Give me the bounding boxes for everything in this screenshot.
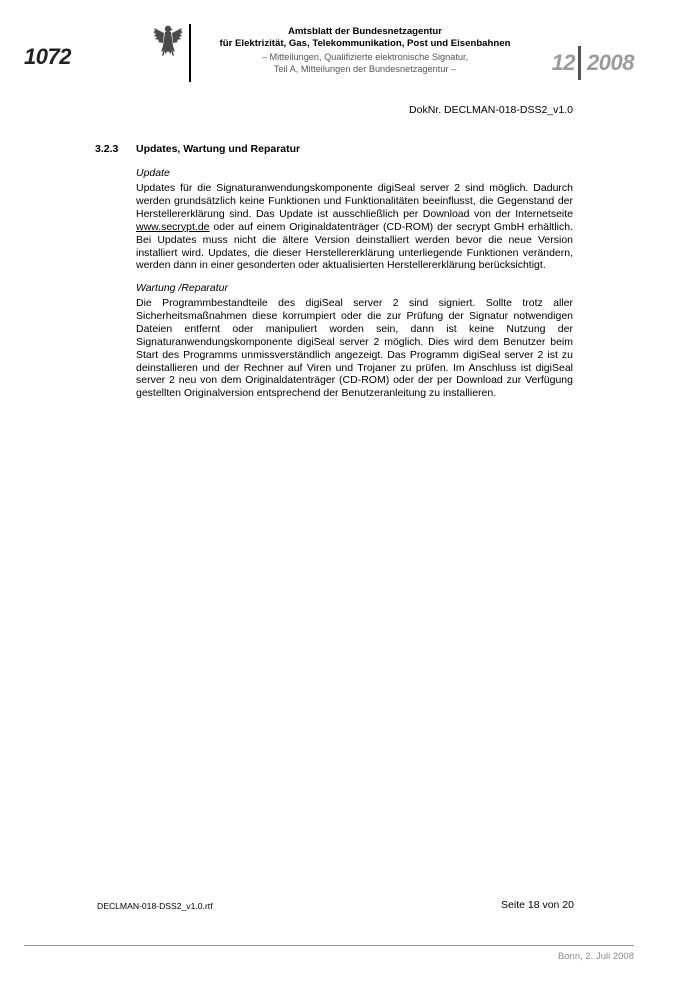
footer-file-name: DECLMAN-018-DSS2_v1.0.rtf bbox=[97, 901, 213, 911]
update-heading: Update bbox=[136, 167, 170, 179]
footer-divider bbox=[24, 945, 634, 946]
update-text-after-link: oder auf einem Originaldatenträger (CD-ROM) der secrypt GmbH erhältlich. Bei Updates muss nicht die ältere Version deinstalliert werden bevor die neue Version installiert wird. Updates, die dieser Herstellererklärung unterliegende Funktionen verändern, werden dann in einer gesonderten oder aktualisierten Herstellererklärung berücksichtigt. bbox=[136, 220, 573, 272]
document-number: DokNr. DECLMAN-018-DSS2_v1.0 bbox=[409, 104, 573, 116]
issue-label bbox=[552, 46, 634, 80]
update-text-before-link: Updates für die Signaturanwendungskomponente digiSeal server 2 sind möglich. Dadurch werden grundsätzlich keine Funktionen und Funktionalitäten beeinflusst, die Gegenstand der Herstellererklärung sind. Das Update ist ausschließlich per Download von der Internetseite bbox=[136, 182, 573, 220]
gazette-subtitle-line1: – Mitteilungen, Qualifizierte elektronische Signatur, bbox=[261, 52, 469, 62]
footer-date: Bonn, 2. Juli 2008 bbox=[557, 951, 634, 962]
update-paragraph bbox=[136, 182, 573, 272]
header-divider bbox=[189, 24, 191, 82]
page-number: 1072 bbox=[24, 44, 71, 69]
footer-page-count: Seite 18 von 20 bbox=[501, 899, 574, 911]
issue-divider bbox=[578, 46, 581, 80]
issue-number: 12 bbox=[551, 50, 576, 75]
section-number: 3.2.3 bbox=[95, 143, 119, 155]
federal-eagle-icon bbox=[152, 22, 184, 58]
gazette-title-line1: Amtsblatt der Bundesnetzagentur bbox=[287, 26, 443, 37]
gazette-title-line2: für Elektrizität, Gas, Telekommunikation, Post und Eisenbahnen bbox=[219, 38, 511, 49]
gazette-subtitle-line2: Teil A, Mitteilungen der Bundesnetzagentur – bbox=[273, 63, 457, 74]
repair-paragraph: Die Programmbestandteile des digiSeal server 2 sind signiert. Sollte trotz aller Sicherheitsmaßnahmen diese korrumpiert oder die zur Prüfung der Signatur notwendigen Dateien entfernt oder manipuliert worden sein, dann ist keine Nutzung der Signaturanwendungskomponente digiSeal server 2 möglich. Dies wird dem Benutzer beim Start des Programms unmissverständlich angezeigt. Das Programm digiSeal server 2 ist zu deinstallieren und der Rechner auf Viren und Trojaner zu prüfen. Im Anschluss ist digiSeal server 2 neu von dem Originaldatenträger (CD-ROM) oder der per Download zur Verfügung gestellten Originalversion entsprechend der Benutzeranleitung zu installieren. bbox=[136, 297, 573, 400]
repair-heading: Wartung /Reparatur bbox=[136, 282, 229, 294]
issue-year: 2008 bbox=[587, 50, 634, 75]
section-title: Updates, Wartung und Reparatur bbox=[136, 143, 301, 155]
secrypt-link[interactable]: www.secrypt.de bbox=[136, 220, 210, 233]
